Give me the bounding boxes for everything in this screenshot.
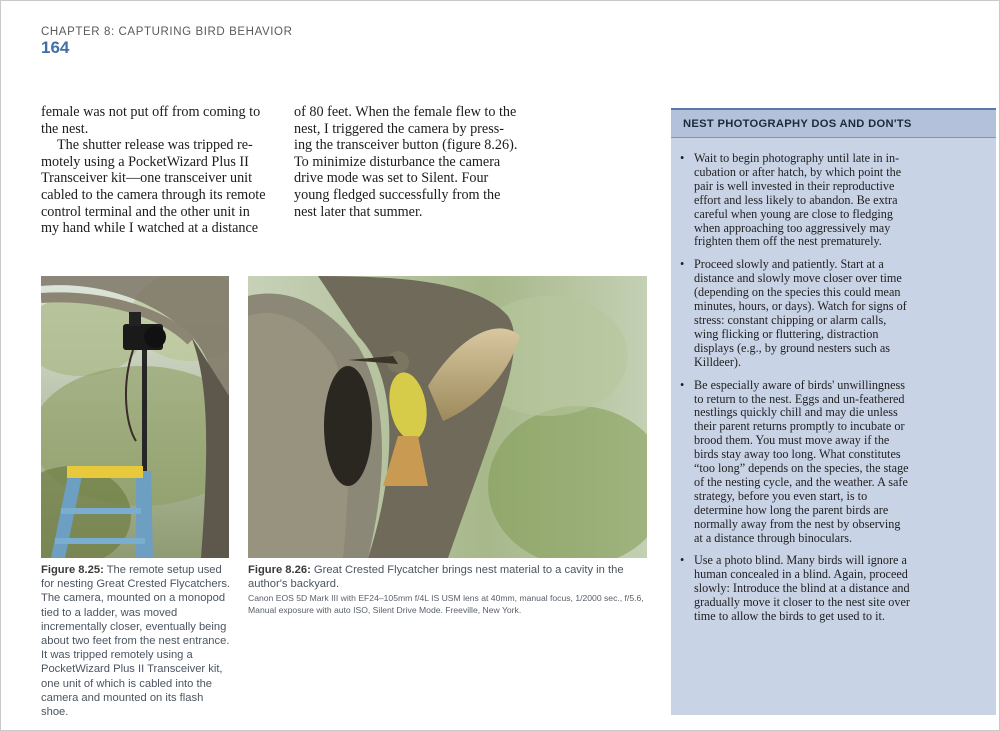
figure-caption-text: Great Crested Flycatcher brings nest material to a cavity in the author's backyard.	[248, 564, 624, 591]
figure-8-26-caption	[248, 563, 650, 616]
sidebar-list-item	[680, 152, 910, 249]
figure-8-25-photo	[41, 276, 229, 558]
bullet-icon: •	[680, 257, 685, 272]
sidebar-list	[680, 152, 910, 633]
figure-caption-text: The remote setup used for nesting Great Crested Flycatchers. The camera, mounted on a monopod tied to a ladder, was moved incrementally closer, eventually being about two feet from the nest entrance. It was tripped remotely using a PocketWizard Plus II Transceiver kit, one unit of which is cabled into the camera and mounted on its flash shoe.	[41, 564, 231, 719]
sidebar-item-text: Be especially aware of birds' unwillingness to return to the nest. Eggs and un-feathered nestlings quickly chill and may die unless their parent returns promptly to incubate or brood them. You must move away if the birds stay away too long. What constitutes “too long” depends on the species, the stage of the nesting cycle, and the weather. A safe strategy, before you even start, is to determine how long the parent birds are normally away from the nest by observing at a distance through binoculars.	[694, 377, 909, 545]
bullet-icon: •	[680, 151, 685, 165]
figure-exif-text: Canon EOS 5D Mark III with EF24–105mm f/4L IS USM lens at 40mm, manual focus, 1/2000 sec., f/5.6, Manual exposure with auto ISO, Silent Drive Mode. Freeville, New York.	[248, 593, 644, 615]
body-paragraph: female was not put off from coming to the nest.	[41, 104, 261, 137]
figure-8-26-photo	[248, 276, 647, 558]
body-column-1	[41, 104, 269, 237]
sidebar-item-text: Wait to begin photography until late in in-cubation or after hatch, by which point the pair is well invested in their reproductive effort and less likely to abandon. Be extra careful when young are close to fledging when approaching too aggressively may frighten them off the nest prematurely.	[694, 151, 902, 249]
body-column-2	[294, 104, 522, 220]
body-paragraph: The shutter release was tripped re-motely using a PocketWizard Plus II Transceiver kit—one transceiver unit cabled to the camera through its remote control terminal and the other unit in my hand while I watched at a distance	[41, 137, 266, 237]
body-paragraph: of 80 feet. When the female flew to the nest, I triggered the camera by press-ing the transceiver button (figure 8.26). To minimize disturbance the camera drive mode was set to Silent. Four young fledged successfully from the nest later that summer.	[294, 104, 518, 220]
page-number: 164	[41, 38, 70, 57]
sidebar-item-text: Use a photo blind. Many birds will ignore a human concealed in a blind. Again, proceed slowly: Introduce the blind at a distance and gradually move it closer to the nest site over time to allow the birds to get used to it.	[694, 553, 910, 624]
sidebar-list-item	[680, 554, 910, 624]
figure-label: Figure 8.25:	[41, 564, 104, 576]
bullet-icon: •	[680, 377, 685, 392]
figure-label: Figure 8.26:	[248, 564, 311, 576]
sidebar-header	[671, 108, 996, 138]
running-head: CHAPTER 8: CAPTURING BIRD BEHAVIOR	[41, 26, 293, 38]
sidebar-list-item	[680, 379, 910, 546]
sidebar-item-text: Proceed slowly and patiently. Start at a distance and slowly move closer over time (depending on the species this could mean minutes, hours, or days). Watch for signs of stress: constant chipping or alarm calls, wing flicking or fluttering, distraction displays (e.g., by ground nesters such as Killdeer).	[694, 257, 907, 369]
figure-8-25-caption	[41, 563, 231, 719]
sidebar-title: NEST PHOTOGRAPHY DOS AND DON'TS	[683, 118, 912, 130]
sidebar-box	[671, 108, 996, 715]
bullet-icon: •	[680, 553, 685, 568]
sidebar-list-item	[680, 258, 910, 369]
